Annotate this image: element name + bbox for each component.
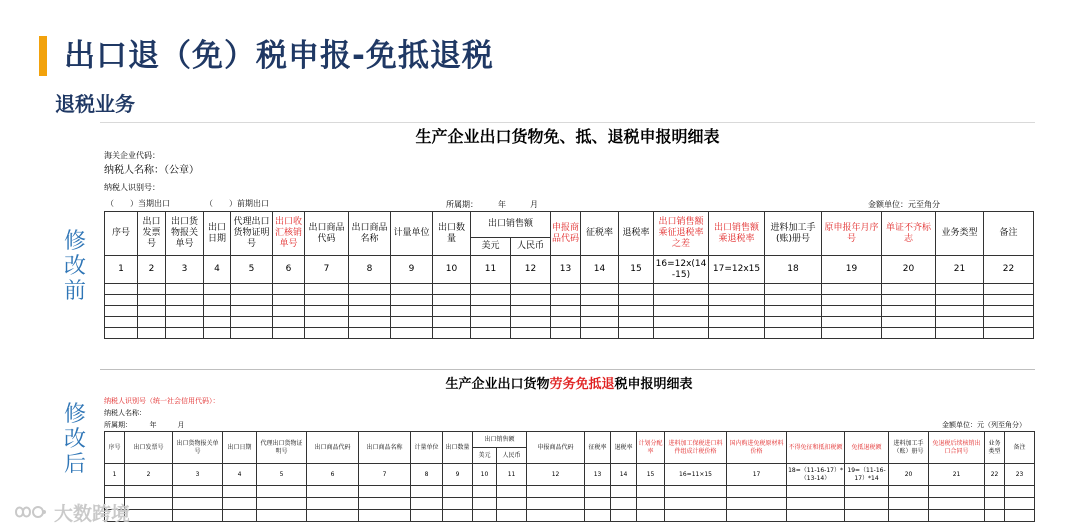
after-usd-header: 美元 [473,448,497,464]
before-blank-row [105,328,1034,339]
before-col-number: 9 [391,256,433,284]
after-col-number: 12 [527,464,585,486]
after-col-header: 征税率 [585,432,611,464]
after-col-header: 计量单位 [411,432,443,464]
after-col-number: 21 [929,464,985,486]
after-col-number: 18=（11-16-17）*（13-14） [787,464,845,486]
after-col-header: 序号 [105,432,125,464]
before-col-header: 计量单位 [391,212,433,256]
after-col-number: 7 [359,464,411,486]
after-col-number: 9 [443,464,473,486]
before-amount-unit: 金额单位：元至角分 [868,200,940,209]
after-col-number: 19=（11-16-17）*14 [845,464,889,486]
before-sales-header: 出口销售额 [471,212,551,238]
before-col-number: 1 [105,256,138,284]
after-col-header: 进料加工保税进口料件组成计税价格 [665,432,727,464]
after-side-label: 修 改 后 [63,402,86,477]
before-col-header: 代理出口货物证明号 [231,212,273,256]
before-col-number: 22 [984,256,1034,284]
before-col-header: 出口销售额乘退税率 [709,212,765,256]
before-col-header: 出口货物报关单号 [166,212,204,256]
after-col-number: 17 [727,464,787,486]
after-col-number: 23 [1005,464,1035,486]
after-form-title-highlight: 劳务免抵退 [549,377,615,392]
before-form-title: 生产企业出口货物免、抵、退税申报明细表 [415,127,720,146]
after-blank-row [105,498,1035,510]
after-col-header: 代理出口货物证明号 [257,432,307,464]
after-col-number: 3 [173,464,223,486]
before-col-number: 2 [138,256,166,284]
before-declaration-table [104,211,1034,339]
before-col-header: 出口销售额乘征退税率之差 [654,212,709,256]
after-col-number: 15 [637,464,665,486]
before-col-number: 7 [305,256,349,284]
after-col-number: 1 [105,464,125,486]
before-belong-period: 所属期： 年 月 [446,200,538,209]
after-col-header: 业务类型 [985,432,1005,464]
before-col-header: 原申报年月序号 [822,212,882,256]
before-col-header: 出口数量 [433,212,471,256]
before-col-number: 21 [936,256,984,284]
before-period-current: （ ）当期出口 [106,199,170,208]
before-col-number: 4 [204,256,231,284]
before-blank-row [105,317,1034,328]
before-customs-code: 海关企业代码： [104,151,160,160]
after-col-number: 20 [889,464,929,486]
after-col-number: 16=11×15 [665,464,727,486]
after-col-header: 申报商品代码 [527,432,585,464]
middle-divider [100,369,1035,370]
before-taxpayer-id: 纳税人识别号： [104,183,160,192]
before-col-number: 11 [471,256,511,284]
before-col-header: 出口商品名称 [349,212,391,256]
before-col-header: 退税率 [619,212,654,256]
after-rmb-header: 人民币 [497,448,527,464]
slide-title: 出口退（免）税申报-免抵退税 [64,38,494,74]
infinity-logo-icon [14,503,48,521]
after-col-header: 出口商品代码 [307,432,359,464]
slide-subtitle: 退税业务 [55,92,135,116]
after-col-header: 国内购进免税原材料价格 [727,432,787,464]
after-col-number: 14 [611,464,637,486]
before-col-header: 出口日期 [204,212,231,256]
before-col-header: 出口收汇核销单号 [273,212,305,256]
before-col-header: 征税率 [581,212,619,256]
after-blank-row [105,510,1035,522]
before-col-header: 出口商品代码 [305,212,349,256]
after-col-header: 出口发票号 [125,432,173,464]
after-declaration-table [104,431,1035,522]
before-blank-row [105,306,1034,317]
after-blank-row [105,486,1035,498]
after-col-number: 10 [473,464,497,486]
before-col-number: 13 [551,256,581,284]
title-accent-bar [39,36,47,76]
after-taxpayer-name: 纳税人名称： [104,409,146,417]
top-divider [100,122,1035,123]
before-taxpayer-name: 纳税人名称：（公章） [104,165,199,176]
before-col-number: 20 [882,256,936,284]
before-col-header: 序号 [105,212,138,256]
before-col-number: 6 [273,256,305,284]
before-blank-row [105,284,1034,295]
after-col-number: 8 [411,464,443,486]
before-col-header: 进料加工手(账)册号 [765,212,822,256]
before-col-header: 出口发票号 [138,212,166,256]
after-col-number: 11 [497,464,527,486]
before-blank-row [105,295,1034,306]
after-col-number: 4 [223,464,257,486]
before-col-number: 15 [619,256,654,284]
before-col-number: 3 [166,256,204,284]
after-col-header: 退税率 [611,432,637,464]
after-col-number: 22 [985,464,1005,486]
before-col-number: 10 [433,256,471,284]
before-side-label: 修 改 前 [63,229,86,304]
after-col-header: 免抵退税额 [845,432,889,464]
after-col-header: 出口数量 [443,432,473,464]
after-col-header: 进料加工手（账）册号 [889,432,929,464]
watermark-text: 大数跨境 [54,502,131,525]
after-col-number: 6 [307,464,359,486]
before-col-number: 17=12x15 [709,256,765,284]
before-col-header: 业务类型 [936,212,984,256]
before-period-previous: （ ）前期出口 [205,199,269,208]
after-col-header: 出口商品名称 [359,432,411,464]
after-form-title: 生产企业出口货物劳务免抵退税申报明细表 [445,377,693,392]
before-col-number: 5 [231,256,273,284]
after-belong-period: 所属期： 年 月 [104,421,185,429]
after-taxpayer-id: 纳税人识别号（统一社会信用代码）： [104,397,220,405]
after-sales-header: 出口销售额 [473,432,527,448]
before-usd-header: 美元 [471,238,511,256]
after-col-number: 5 [257,464,307,486]
before-col-header: 单证不齐标志 [882,212,936,256]
after-col-number: 2 [125,464,173,486]
after-col-number: 13 [585,464,611,486]
before-col-number: 18 [765,256,822,284]
before-col-number: 14 [581,256,619,284]
watermark [14,499,130,525]
after-col-header: 免退税后续核销出口合同号 [929,432,985,464]
after-col-header: 计划分配率 [637,432,665,464]
after-col-header: 备注 [1005,432,1035,464]
before-rmb-header: 人民币 [511,238,551,256]
before-col-header: 备注 [984,212,1034,256]
before-col-number: 19 [822,256,882,284]
before-col-number: 16=12x(14-15) [654,256,709,284]
after-col-header: 出口日期 [223,432,257,464]
after-col-header: 不得免征和抵扣税额 [787,432,845,464]
before-col-number: 12 [511,256,551,284]
before-col-number: 8 [349,256,391,284]
before-col-header: 申报商品代码 [551,212,581,256]
after-amount-unit: 金额单位：元（列至角分） [942,421,1026,429]
after-col-header: 出口货物报关单号 [173,432,223,464]
